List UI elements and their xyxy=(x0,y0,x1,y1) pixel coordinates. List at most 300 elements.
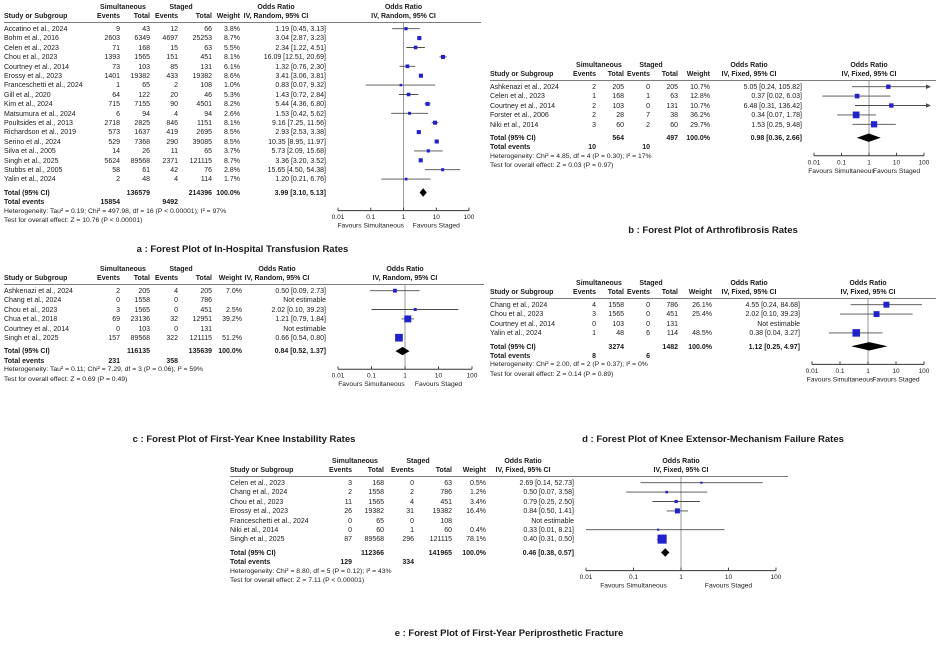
study-name: Chang et al., 2024 xyxy=(230,489,288,497)
plot-odds-ratio-header: Odds Ratio xyxy=(850,62,888,69)
effect-square xyxy=(886,85,890,89)
study-column-header: Study or Subgroup xyxy=(4,275,68,282)
total-value: 65 xyxy=(142,82,150,90)
study-name: Richardson et al., 2019 xyxy=(4,129,76,137)
forest-plot-area xyxy=(326,2,481,235)
overall-effect-stat: Test for overall effect: Z = 10.76 (P < 0.00001) xyxy=(4,217,143,224)
axis-tick-label: 10 xyxy=(892,367,900,375)
study-name: Bohm et al., 2016 xyxy=(4,35,59,43)
axis-tick-label: 100 xyxy=(918,159,930,167)
events-value: 3 xyxy=(592,311,596,319)
weight-value: 8.1% xyxy=(224,120,240,127)
total-value: 60 xyxy=(670,121,678,129)
total-events-value: 231 xyxy=(108,357,120,365)
ci-text: 1.19 [0.45, 3.13] xyxy=(275,26,326,33)
study-name: Courtney et al., 2014 xyxy=(490,320,555,328)
panel-d-caption: d : Forest Plot of Knee Extensor-Mechanism Failure Rates xyxy=(582,434,844,445)
events-value: 1 xyxy=(646,93,650,101)
axis-tick-label: 10 xyxy=(434,372,443,380)
panel-e xyxy=(230,456,788,639)
events-value: 1 xyxy=(592,330,596,338)
ci-text: 4.55 [0.24, 84.68] xyxy=(745,302,800,309)
events-value: 290 xyxy=(166,138,178,146)
ci-arrow-right-icon xyxy=(926,103,931,108)
events-value: 11 xyxy=(170,148,178,156)
effect-square xyxy=(417,36,421,40)
weight-value: 0.5% xyxy=(470,480,486,487)
total-value: 25253 xyxy=(192,35,212,43)
events-value: 0 xyxy=(116,325,120,333)
total-value: 4501 xyxy=(196,101,212,109)
ci-text: Not estimable xyxy=(531,517,574,525)
axis-tick-label: 1 xyxy=(403,372,407,380)
log-axis xyxy=(332,208,475,230)
effect-square xyxy=(675,500,678,503)
weight-value: 8.6% xyxy=(224,73,240,80)
ci-text: 0.40 [0.31, 0.50] xyxy=(523,536,574,544)
ci-text: 3.36 [3.20, 3.52] xyxy=(275,157,326,165)
events-value: 20 xyxy=(170,91,178,99)
study-name: Celen et al., 2023 xyxy=(4,44,59,52)
total-value: 121115 xyxy=(189,157,212,165)
panel-a-forest-plot xyxy=(4,2,481,235)
total-value: 131 xyxy=(200,325,212,333)
total-value: 46 xyxy=(204,91,212,99)
effect-square xyxy=(404,27,407,30)
total-value: 1558 xyxy=(134,297,150,305)
study-name: Gill et al., 2020 xyxy=(4,91,51,99)
total-value: 19382 xyxy=(192,73,212,80)
events-value: 42 xyxy=(170,167,178,174)
axis-tick-label: 0.01 xyxy=(805,367,819,375)
plot-effect-model-header: IV, Fixed, 95% CI xyxy=(841,71,897,78)
events-header: Events xyxy=(573,71,596,78)
weight-value: 3.4% xyxy=(470,498,486,506)
events-value: 3 xyxy=(116,306,120,314)
total-value: 1558 xyxy=(608,302,624,309)
total-weight: 100.0% xyxy=(216,189,240,197)
plot-odds-ratio-header: Odds Ratio xyxy=(386,266,424,273)
total-value: 19382 xyxy=(130,73,150,80)
events-value: 0 xyxy=(646,302,650,309)
total-row-label: Total (95% CI) xyxy=(230,549,276,557)
total-header: Total xyxy=(661,289,678,296)
column-group-staged: Staged xyxy=(639,62,663,69)
overall-effect-stat: Test for overall effect: Z = 0.69 (P = 0.49) xyxy=(4,375,128,383)
total-diamond xyxy=(857,134,881,142)
total-value: 1565 xyxy=(134,54,150,62)
events-value: 0 xyxy=(646,311,650,319)
heterogeneity-stat: Heterogeneity: Chi² = 8.80, df = 5 (P = 0.12); I² = 43% xyxy=(230,567,392,575)
total-n: 214396 xyxy=(188,189,212,197)
study-name: Forster et al., 2006 xyxy=(490,112,549,120)
panel-c xyxy=(4,264,484,445)
study-name: Chou et al., 2023 xyxy=(4,306,58,314)
total-value: 76 xyxy=(204,167,212,174)
plot-effect-model-header: IV, Fixed, 95% CI xyxy=(653,467,709,474)
total-header: Total xyxy=(195,13,212,20)
favours-right-label: Favours Staged xyxy=(872,376,920,384)
ci-text: 2.34 [1.22, 4.51] xyxy=(275,44,326,52)
events-value: 31 xyxy=(406,508,414,516)
total-value: 168 xyxy=(138,44,150,52)
weight-value: 5.5% xyxy=(224,44,240,52)
total-ci-text: 0.98 [0.36, 2.66] xyxy=(750,135,802,142)
column-group-staged: Staged xyxy=(169,4,193,11)
axis-tick-label: 0.1 xyxy=(628,574,639,582)
effect-square xyxy=(853,112,860,119)
total-value: 122 xyxy=(138,91,150,99)
study-name: Poultsides et al., 2013 xyxy=(4,120,73,127)
total-events-label: Total events xyxy=(4,357,45,365)
effect-square xyxy=(658,535,667,544)
study-name: Celen et al., 2023 xyxy=(230,480,285,487)
favours-left-label: Favours Simultaneous xyxy=(600,582,667,590)
effect-square xyxy=(675,508,680,513)
effect-square xyxy=(427,149,430,152)
ci-text: 5.44 [4.36, 6.80] xyxy=(275,101,326,109)
events-value: 0 xyxy=(348,517,352,525)
total-n: 112366 xyxy=(361,549,384,557)
column-group-simultaneous: Simultaneous xyxy=(576,280,622,287)
total-value: 65 xyxy=(376,517,384,525)
total-events-value: 10 xyxy=(642,144,650,152)
effect-model-header: IV, Fixed, 95% CI xyxy=(495,467,551,474)
weight-value: 8.1% xyxy=(224,54,240,62)
events-value: 4 xyxy=(174,288,178,295)
study-name: Accatino et al., 2024 xyxy=(4,26,68,33)
axis-tick-label: 100 xyxy=(770,574,782,582)
column-group-staged: Staged xyxy=(639,280,663,287)
events-value: 32 xyxy=(170,316,178,324)
events-value: 1 xyxy=(116,82,120,90)
effect-square xyxy=(408,112,411,115)
weight-value: 3.7% xyxy=(224,148,240,156)
events-value: 846 xyxy=(166,120,178,127)
total-value: 48 xyxy=(142,176,150,184)
events-header: Events xyxy=(329,467,352,474)
total-value: 1565 xyxy=(608,311,624,319)
favours-right-label: Favours Staged xyxy=(872,167,921,175)
log-axis xyxy=(808,153,930,175)
total-value: 63 xyxy=(444,480,452,487)
heterogeneity-stat: Heterogeneity: Chi² = 2.00, df = 2 (P = 0.37); I² = 0% xyxy=(490,361,648,369)
total-events-value: 8 xyxy=(592,353,596,360)
events-value: 3 xyxy=(592,121,596,129)
forest-plot-area xyxy=(800,278,936,388)
ci-text: 1.53 [0.25, 9.48] xyxy=(751,121,802,129)
weight-value: 8.7% xyxy=(224,35,240,43)
weight-value: 2.8% xyxy=(224,167,240,174)
axis-tick-label: 10 xyxy=(432,214,440,222)
effect-square xyxy=(889,103,893,107)
total-header: Total xyxy=(661,71,678,78)
weight-header: Weight xyxy=(216,13,240,20)
panel-e-caption: e : Forest Plot of First-Year Periprosthetic Fracture xyxy=(394,628,624,639)
events-value: 14 xyxy=(112,148,120,156)
total-value: 60 xyxy=(616,121,624,129)
axis-tick-label: 0.01 xyxy=(331,372,345,380)
events-value: 2 xyxy=(592,102,596,110)
column-group-simultaneous: Simultaneous xyxy=(576,62,622,69)
study-ci-markers xyxy=(829,302,922,337)
total-value: 168 xyxy=(612,93,624,101)
study-ci-markers xyxy=(586,482,763,544)
total-value: 94 xyxy=(142,110,150,118)
events-value: 5624 xyxy=(104,157,120,165)
ci-text: 0.33 [0.01, 8.21] xyxy=(523,527,574,534)
study-name: Niki et al., 2014 xyxy=(230,527,279,534)
ci-text: 1.43 [0.72, 2.84] xyxy=(275,91,326,99)
odds-ratio-header: Odds Ratio xyxy=(504,458,542,465)
total-value: 38 xyxy=(670,112,678,120)
total-header: Total xyxy=(133,275,150,282)
weight-value: 26.1% xyxy=(692,302,712,309)
total-events-value: 10 xyxy=(588,144,596,152)
events-value: 529 xyxy=(108,138,120,146)
total-value: 121115 xyxy=(429,536,452,544)
events-value: 4697 xyxy=(162,35,178,43)
forest-plot-area xyxy=(326,264,484,393)
ci-text: 3.04 [2.87, 3.23] xyxy=(275,35,326,43)
study-name: Celen et al., 2023 xyxy=(490,93,545,101)
effect-model-header: IV, Random, 95% CI xyxy=(243,13,309,20)
axis-tick-label: 0.1 xyxy=(366,372,377,380)
odds-ratio-header: Odds Ratio xyxy=(257,4,295,11)
events-value: 2371 xyxy=(162,157,178,165)
events-value: 4 xyxy=(592,302,596,309)
events-value: 715 xyxy=(108,101,120,109)
weight-header: Weight xyxy=(462,467,486,474)
odds-ratio-header: Odds Ratio xyxy=(730,280,768,287)
total-value: 1565 xyxy=(368,498,384,506)
effect-square xyxy=(874,311,880,317)
column-group-simultaneous: Simultaneous xyxy=(332,458,378,465)
total-value: 66 xyxy=(204,26,212,33)
axis-tick-label: 1 xyxy=(867,159,871,167)
favours-left-label: Favours Simultaneous xyxy=(806,376,874,384)
total-value: 2825 xyxy=(134,120,150,127)
plot-effect-model-header: IV, Random, 95% CI xyxy=(371,13,436,20)
panel-a xyxy=(4,2,481,255)
study-name: Ashkenazi et al., 2024 xyxy=(490,84,559,91)
study-name: Erossy et al., 2023 xyxy=(230,508,288,516)
total-value: 114 xyxy=(666,330,678,338)
total-value: 131 xyxy=(666,320,678,328)
effect-model-header: IV, Fixed, 95% CI xyxy=(721,289,777,296)
study-name: Franceschetti et al., 2024 xyxy=(230,517,309,525)
events-value: 151 xyxy=(166,54,178,62)
events-value: 1 xyxy=(410,527,414,534)
total-header: Total xyxy=(607,71,624,78)
effect-square xyxy=(407,93,411,97)
total-value: 1151 xyxy=(196,120,212,127)
events-value: 157 xyxy=(108,335,120,342)
events-header: Events xyxy=(573,289,596,296)
weight-value: 29.7% xyxy=(690,121,710,129)
events-value: 0 xyxy=(174,297,178,305)
heterogeneity-stat: Heterogeneity: Tau² = 0.19; Chi² = 497.98, df = 16 (P < 0.00001); I² = 97% xyxy=(4,207,227,215)
weight-value: 1.2% xyxy=(470,489,486,497)
ci-text: 15.65 [4.50, 54.38] xyxy=(267,167,326,174)
favours-right-label: Favours Staged xyxy=(412,222,460,230)
total-value: 131 xyxy=(666,102,678,110)
events-header: Events xyxy=(627,71,650,78)
events-value: 7 xyxy=(646,112,650,120)
events-value: 296 xyxy=(402,536,414,544)
study-name: Matsumura et al., 2024 xyxy=(4,110,76,118)
weight-value: 25.4% xyxy=(692,311,712,319)
axis-tick-label: 0.01 xyxy=(579,574,593,582)
weight-value: 10.7% xyxy=(690,102,710,110)
total-value: 451 xyxy=(440,498,452,506)
ci-text: 0.84 [0.50, 1.41] xyxy=(523,508,574,516)
total-value: 108 xyxy=(200,82,212,90)
events-value: 0 xyxy=(174,325,178,333)
ci-text: 0.37 [0.02, 6.03] xyxy=(751,93,802,101)
study-name: Chou et al., 2023 xyxy=(4,54,58,62)
total-header: Total xyxy=(133,13,150,20)
effect-square xyxy=(393,289,397,293)
total-events-value: 15854 xyxy=(100,199,120,207)
events-header: Events xyxy=(97,275,120,282)
ci-text: Not estimable xyxy=(283,297,326,305)
effect-square xyxy=(883,302,889,308)
axis-tick-label: 0.1 xyxy=(835,367,845,375)
events-value: 573 xyxy=(108,129,120,137)
total-n: 3274 xyxy=(608,343,624,351)
axis-tick-label: 0.1 xyxy=(366,214,376,222)
total-header: Total xyxy=(367,467,384,474)
total-events-value: 9492 xyxy=(162,199,178,207)
column-group-staged: Staged xyxy=(406,458,430,465)
ci-text: 0.83 [0.07, 9.32] xyxy=(275,82,326,90)
weight-header: Weight xyxy=(218,275,242,282)
total-value: 65 xyxy=(204,148,212,156)
total-value: 114 xyxy=(200,176,212,184)
effect-square xyxy=(426,102,430,106)
ci-text: 2.02 [0.10, 39.23] xyxy=(745,311,800,319)
weight-value: 48.5% xyxy=(692,330,712,338)
study-ci-markers xyxy=(822,84,931,127)
total-n: 564 xyxy=(612,135,624,142)
axis-tick-label: 100 xyxy=(463,214,475,222)
total-events-label: Total events xyxy=(230,559,271,567)
total-value: 451 xyxy=(200,306,212,314)
events-value: 85 xyxy=(170,63,178,71)
total-value: 94 xyxy=(204,110,212,118)
ci-text: 6.48 [0.31, 136.42] xyxy=(743,102,802,110)
ci-text: 1.53 [0.42, 5.62] xyxy=(275,110,326,118)
column-group-staged: Staged xyxy=(169,266,193,273)
weight-header: Weight xyxy=(686,71,710,78)
total-weight: 100.0% xyxy=(686,135,710,142)
events-value: 2718 xyxy=(104,120,120,127)
total-ci-text: 1.12 [0.25, 4.97] xyxy=(748,343,800,351)
total-n: 141965 xyxy=(428,549,452,557)
events-value: 4 xyxy=(410,498,414,506)
events-value: 12 xyxy=(170,26,178,33)
overall-effect-stat: Test for overall effect: Z = 7.11 (P < 0.00001) xyxy=(230,577,365,584)
ci-text: 10.35 [8.95, 11.97] xyxy=(268,138,326,146)
axis-tick-label: 100 xyxy=(466,372,478,380)
events-value: 64 xyxy=(112,91,120,99)
favours-left-label: Favours Simultaneous xyxy=(338,381,405,389)
total-n: 497 xyxy=(666,135,678,142)
total-n: 1482 xyxy=(662,343,678,351)
events-value: 11 xyxy=(344,498,352,506)
effect-square xyxy=(441,55,445,59)
column-group-simultaneous: Simultaneous xyxy=(100,4,146,11)
axis-tick-label: 0.01 xyxy=(331,214,345,222)
ci-text: Not estimable xyxy=(283,325,326,333)
total-ci-text: 3.99 [3.10, 5.13] xyxy=(274,189,326,197)
weight-value: 1.7% xyxy=(224,176,240,184)
events-value: 2 xyxy=(646,121,650,129)
total-events-value: 358 xyxy=(166,357,178,365)
events-value: 73 xyxy=(112,63,120,71)
odds-ratio-header: Odds Ratio xyxy=(258,266,296,273)
total-n: 116135 xyxy=(127,348,150,356)
total-weight: 100.0% xyxy=(462,549,486,557)
total-value: 108 xyxy=(440,517,452,525)
ci-text: 3.41 [3.06, 3.81] xyxy=(275,73,326,80)
events-header: Events xyxy=(97,13,120,20)
study-name: Courtney et al., 2014 xyxy=(490,102,555,110)
effect-square xyxy=(855,94,860,99)
study-name: Serino et al., 2024 xyxy=(4,138,61,146)
total-value: 60 xyxy=(444,527,452,534)
events-value: 2 xyxy=(592,112,596,120)
events-value: 0 xyxy=(348,527,352,534)
total-value: 23136 xyxy=(130,316,150,324)
events-value: 2603 xyxy=(104,35,120,43)
total-value: 451 xyxy=(666,311,678,319)
heterogeneity-stat: Heterogeneity: Chi² = 4.85, df = 4 (P = 0.30); I² = 17% xyxy=(490,152,652,160)
total-row-label: Total (95% CI) xyxy=(4,189,50,197)
weight-value: 8.2% xyxy=(224,101,240,109)
events-header: Events xyxy=(155,13,178,20)
total-value: 786 xyxy=(666,302,678,309)
events-value: 2 xyxy=(116,176,120,184)
study-column-header: Study or Subgroup xyxy=(490,289,554,296)
weight-value: 7.0% xyxy=(226,288,242,295)
panel-b xyxy=(490,60,936,236)
total-value: 48 xyxy=(616,330,624,338)
events-value: 322 xyxy=(166,335,178,342)
total-value: 205 xyxy=(666,84,678,91)
weight-value: 8.7% xyxy=(224,157,240,165)
events-value: 4 xyxy=(174,110,178,118)
events-value: 0 xyxy=(116,297,120,305)
axis-tick-label: 1 xyxy=(679,574,683,582)
ci-text: 0.34 [0.07, 1.78] xyxy=(751,112,802,120)
total-value: 1637 xyxy=(134,129,150,137)
plot-effect-model-header: IV, Random, 95% CI xyxy=(372,275,438,282)
log-axis xyxy=(332,366,478,388)
effect-model-header: IV, Random, 95% CI xyxy=(244,275,310,282)
total-value: 7368 xyxy=(134,138,150,146)
ci-text: 5.73 [2.09, 15.68] xyxy=(271,148,326,156)
total-value: 89568 xyxy=(130,157,150,165)
weight-value: 5.3% xyxy=(224,91,240,99)
study-name: Chou et al., 2023 xyxy=(230,498,284,506)
total-value: 103 xyxy=(612,102,624,110)
panel-a-caption: a : Forest Plot of In-Hospital Transfusion Rates xyxy=(136,244,349,255)
total-header: Total xyxy=(607,289,624,296)
effect-square xyxy=(871,121,877,127)
events-value: 4 xyxy=(174,176,178,184)
